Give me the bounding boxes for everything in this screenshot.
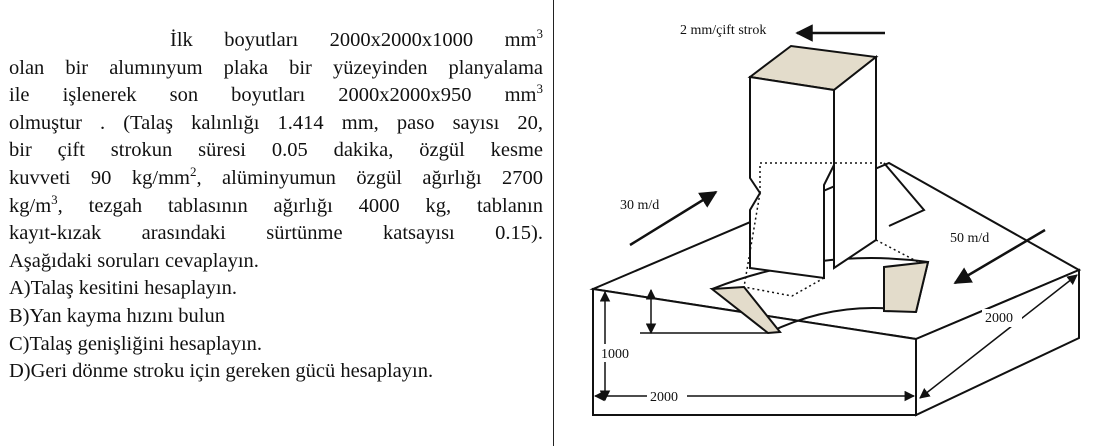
problem-line-5: bir çift strokun süresi 0.05 dakika, özgül kesme (9, 139, 543, 162)
feed-indicator (680, 23, 885, 38)
speed-label-1: 30 m/d (620, 198, 660, 213)
problem-line-9: Aşağıdaki soruları cevaplayın. (9, 249, 259, 272)
feed-label: 2 mm/çift strok (680, 23, 767, 38)
problem-line-1: İlk boyutları 2000x2000x1000 $mm^3$ (170, 26, 543, 51)
question-a: A)Talaş kesitini hesaplayın. (9, 277, 237, 300)
question-d: D)Geri dönme stroku için gereken gücü hesaplayın. (9, 360, 434, 383)
cutting-speed-indicator (620, 192, 716, 245)
dim-length-label: 2000 (650, 390, 678, 405)
problem-statement (9, 27, 543, 386)
question-c: C)Talaş genişliğini hesaplayın. (9, 332, 263, 355)
problem-line-6: kuvveti 90 $kg/mm^2$, alüminyumun özgül ağırlığı 2700 (9, 164, 543, 189)
problem-line-3: ile işlenerek son boyutları 2000x2000x950 $mm^3$ (9, 81, 543, 107)
problem-line-7: $kg/m^3$, tezgah tablasının ağırlığı 4000 kg, tablanın (9, 191, 543, 217)
problem-line-2: olan bir alumınyum plaka bir yüzeyinden planyalama (9, 56, 543, 79)
problem-line-8: kayıt-kızak arasındaki sürtünme katsayısı 0.15). (9, 222, 543, 245)
planing-tool (750, 46, 876, 278)
question-b: B)Yan kayma hızını bulun (9, 304, 226, 327)
dim-height-label: 1000 (601, 347, 629, 362)
problem-line-4: olmuştur . (Talaş kalınlığı 1.414 mm, paso sayısı 20, (9, 111, 543, 134)
dim-width-label: 2000 (985, 311, 1013, 326)
tool-front-face (750, 77, 834, 278)
planing-diagram (554, 0, 1098, 446)
speed-label-2: 50 m/d (950, 231, 990, 246)
